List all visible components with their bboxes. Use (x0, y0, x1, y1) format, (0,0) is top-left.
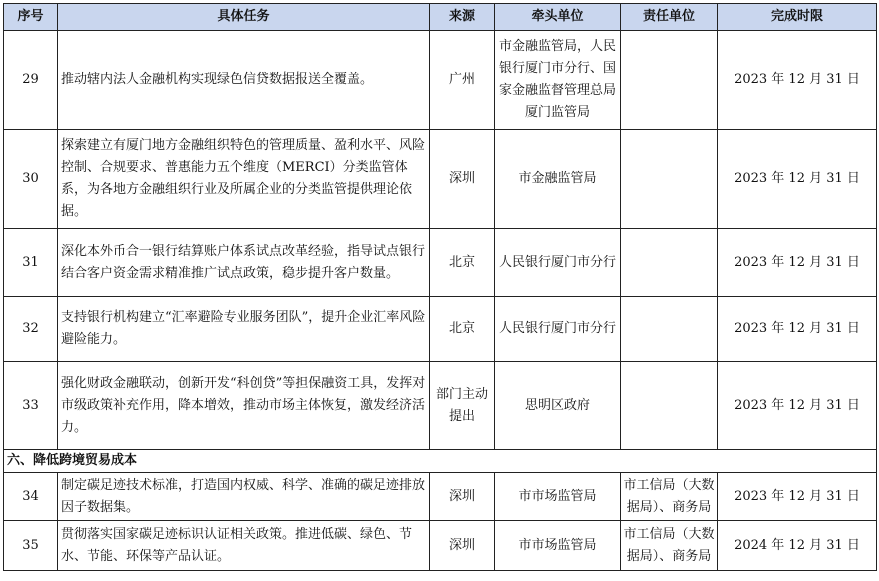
section-row (4, 450, 877, 473)
row-deadline: 2023 年 12 月 31 日 (718, 130, 877, 229)
table-row (4, 362, 877, 450)
header-deadline: 完成时限 (718, 4, 877, 31)
row-source: 深圳 (430, 473, 495, 521)
header-task: 具体任务 (58, 4, 430, 31)
row-source: 部门主动提出 (430, 362, 495, 450)
row-source: 深圳 (430, 521, 495, 571)
row-no: 33 (4, 362, 58, 450)
table-row (4, 130, 877, 229)
row-task: 探索建立有厦门地方金融组织特色的管理质量、盈利水平、风险控制、合规要求、普惠能力五个维度（MERCI）分类监管体系，为各地方金融组织行业及所属企业的分类监管提供理论依据。 (58, 130, 430, 229)
row-deadline: 2024 年 12 月 31 日 (718, 521, 877, 571)
row-no: 35 (4, 521, 58, 571)
row-no: 34 (4, 473, 58, 521)
row-task: 推动辖内法人金融机构实现绿色信贷数据报送全覆盖。 (58, 31, 430, 130)
row-lead: 市金融监管局 (495, 130, 621, 229)
row-deadline: 2023 年 12 月 31 日 (718, 229, 877, 297)
row-lead: 思明区政府 (495, 362, 621, 450)
row-source: 北京 (430, 297, 495, 362)
row-responsible (621, 297, 718, 362)
row-lead: 人民银行厦门市分行 (495, 297, 621, 362)
header-lead: 牵头单位 (495, 4, 621, 31)
row-task: 制定碳足迹技术标准，打造国内权威、科学、准确的碳足迹排放因子数据集。 (58, 473, 430, 521)
header-source: 来源 (430, 4, 495, 31)
header-responsible: 责任单位 (621, 4, 718, 31)
row-no: 31 (4, 229, 58, 297)
row-responsible (621, 31, 718, 130)
row-deadline: 2023 年 12 月 31 日 (718, 362, 877, 450)
row-responsible: 市工信局（大数据局）、商务局 (621, 473, 718, 521)
row-lead: 市市场监管局 (495, 521, 621, 571)
row-task: 强化财政金融联动，创新开发“科创贷”等担保融资工具，发挥对市级政策补充作用，降本增效，推动市场主体恢复，激发经济活力。 (58, 362, 430, 450)
row-task: 支持银行机构建立“汇率避险专业服务团队”，提升企业汇率风险避险能力。 (58, 297, 430, 362)
row-responsible: 市工信局（大数据局）、商务局 (621, 521, 718, 571)
row-lead: 人民银行厦门市分行 (495, 229, 621, 297)
table-row (4, 31, 877, 130)
row-source: 广州 (430, 31, 495, 130)
table-row (4, 521, 877, 571)
row-no: 30 (4, 130, 58, 229)
row-lead: 市市场监管局 (495, 473, 621, 521)
row-responsible (621, 362, 718, 450)
row-deadline: 2023 年 12 月 31 日 (718, 31, 877, 130)
table-row (4, 473, 877, 521)
row-no: 29 (4, 31, 58, 130)
row-lead: 市金融监管局，人民银行厦门市分行、国家金融监督管理总局厦门监管局 (495, 31, 621, 130)
row-source: 北京 (430, 229, 495, 297)
header-no: 序号 (4, 4, 58, 31)
row-responsible (621, 229, 718, 297)
row-deadline: 2023 年 12 月 31 日 (718, 297, 877, 362)
section-title: 六、降低跨境贸易成本 (4, 450, 877, 473)
task-table (3, 3, 877, 571)
table-row (4, 229, 877, 297)
table-header-row (4, 4, 877, 31)
row-task: 贯彻落实国家碳足迹标识认证相关政策。推进低碳、绿色、节水、节能、环保等产品认证。 (58, 521, 430, 571)
row-responsible (621, 130, 718, 229)
row-source: 深圳 (430, 130, 495, 229)
row-no: 32 (4, 297, 58, 362)
row-deadline: 2023 年 12 月 31 日 (718, 473, 877, 521)
table-row (4, 297, 877, 362)
row-task: 深化本外币合一银行结算账户体系试点改革经验，指导试点银行结合客户资金需求精准推广试点政策，稳步提升客户数量。 (58, 229, 430, 297)
